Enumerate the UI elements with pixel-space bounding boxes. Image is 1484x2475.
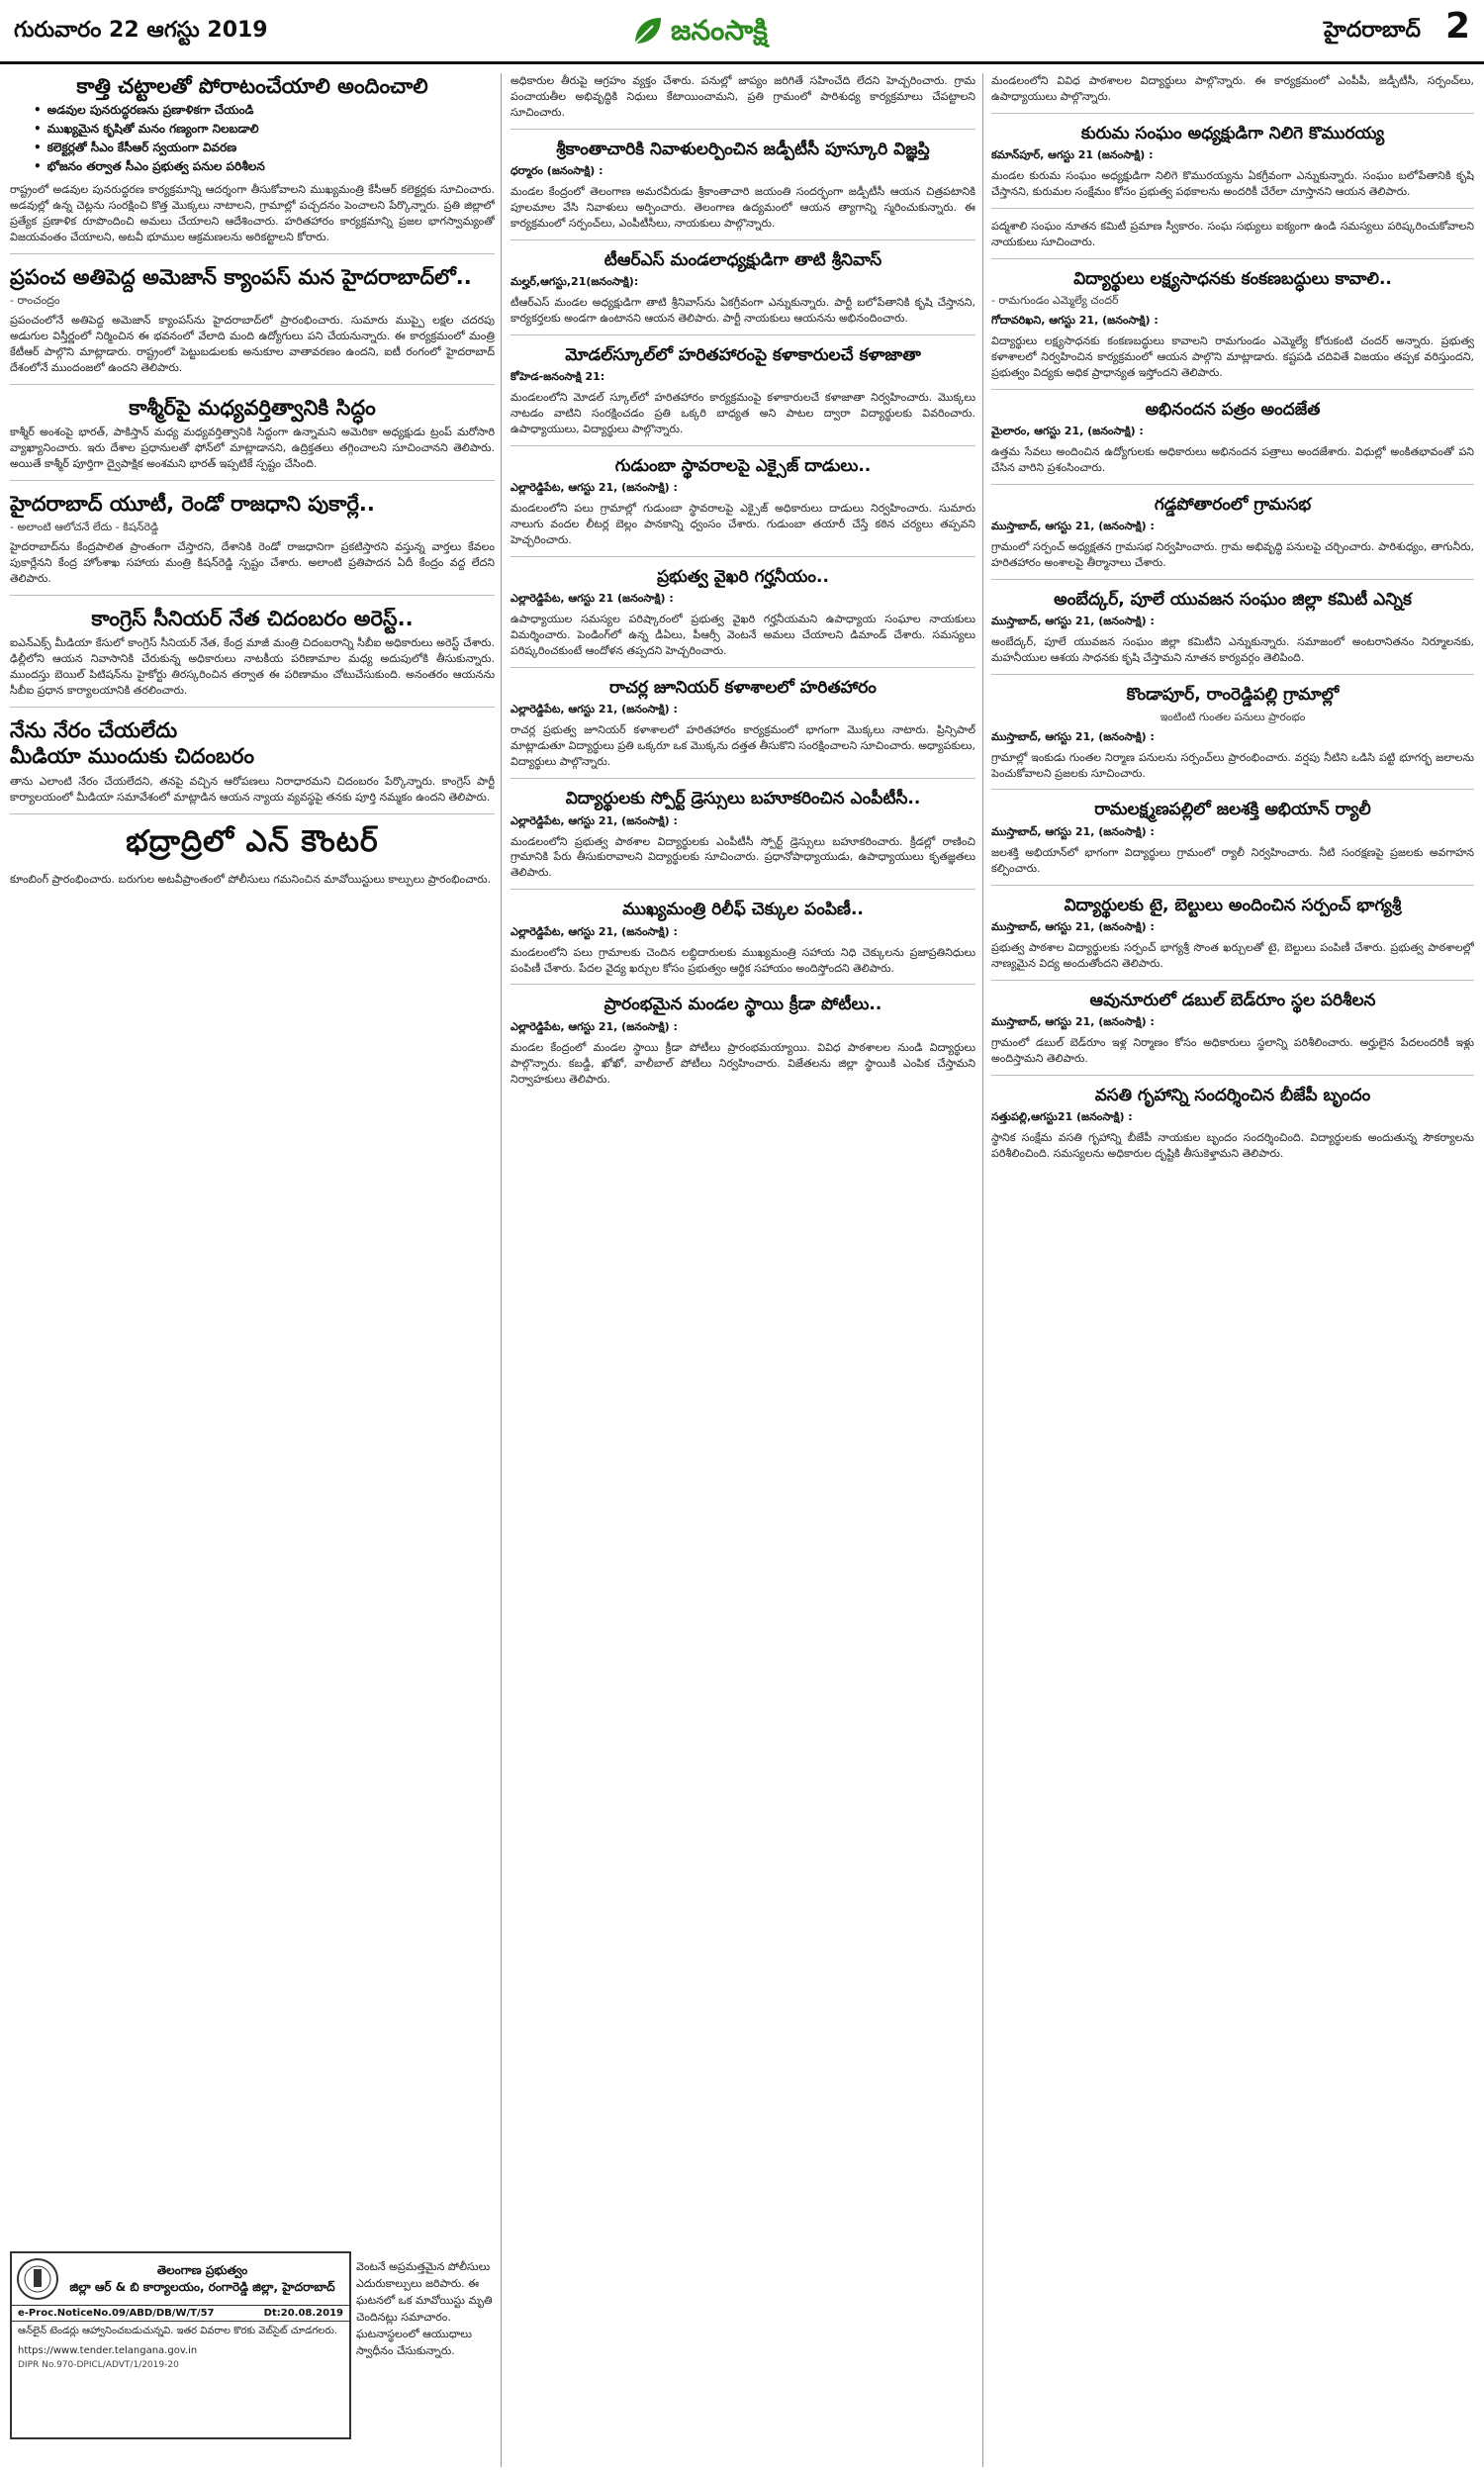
column-2 — [510, 73, 975, 2467]
article-headline: విద్యార్థులకు టై, బెల్టులు అందించిన సర్పంచ్ భాగ్యశ్రీ — [1064, 895, 1402, 915]
tender-notice-ad — [10, 2251, 351, 2439]
article-dateline: ముస్తాబాద్, ఆగస్టు 21, (జనంసాక్షి) : — [991, 824, 1155, 838]
article-headline: విద్యార్థులు లక్ష్యసాధనకు కంకణబద్ధులు కావాలి.. — [1073, 268, 1392, 289]
article-body: స్థానిక సంక్షేమ వసతి గృహాన్ని బీజేపీ నాయకుల బృందం సందర్శించింది. విద్యార్థులకు అందుతున్న సౌకర్యాలను పరిశీలించింది. సమస్యలను అధికారుల దృష్టికి తీసుకెళ్తామని తెలిపారు. — [991, 1131, 1474, 1160]
article-body: గ్రామంలో డబుల్ బెడ్‌రూం ఇళ్ల నిర్మాణం కోసం అధికారులు స్థలాన్ని పరిశీలించారు. అర్హులైన పేదలందరికీ ఇళ్లు అందిస్తామని తెలిపారు. — [991, 1035, 1474, 1065]
column-divider — [982, 73, 983, 2467]
article-body: విద్యార్థులు లక్ష్యసాధనకు కంకణబద్ధులు కావాలని రామగుండం ఎమ్మెల్యే కోరుకంటి చందర్ అన్నారు. ప్రభుత్వ కళాశాలలో నిర్వహించిన కార్యక్రమంలో ఆయన పాల్గొని మాట్లాడారు. కష్టపడి చదివితే విజయం తప్పక వరిస్తుందని, ప్రభుత్వం విద్యకు అధిక ప్రాధాన్యత ఇస్తోందని తెలిపారు. — [991, 334, 1474, 379]
tender-notice-strip — [12, 2306, 349, 2322]
logo-text: జనంసాక్షి — [671, 14, 768, 47]
article-dateline: ముస్తాబాద్, ఆగస్టు 21, (జనంసాక్షి) : — [991, 729, 1155, 743]
article-body: అధికారుల తీరుపై ఆగ్రహం వ్యక్తం చేశారు. పనుల్లో జాప్యం జరిగితే సహించేది లేదని హెచ్చరించారు. గ్రామ పంచాయతీల అభివృద్ధికి నిధులు కేటాయించామని, ప్రతి గ్రామంలో పారిశుధ్య కార్యక్రమాలు చేపట్టాలని సూచించారు. — [510, 74, 975, 119]
article-headline: కొండాపూర్, రాంరెడ్డిపల్లి గ్రామాల్లో — [1126, 685, 1340, 706]
article-dateline: కోహెడ-జనంసాక్షి 21: — [510, 370, 605, 384]
article-dateline: గోదావరిఖని, ఆగస్టు 21, (జనంసాక్షి) : — [991, 314, 1159, 328]
article-body: గ్రామాల్లో ఇంకుడు గుంతల నిర్మాణ పనులను సర్పంచ్‌లు ప్రారంభించారు. వర్షపు నీటిని ఒడిసి పట్టి భూగర్భ జలాలను పెంచుకోవాలని ప్రజలకు సూచించారు. — [991, 750, 1474, 780]
highlight-item: • భోజనం తర్వాత సీఎం ప్రభుత్వ పనుల పరిశీలన — [34, 159, 495, 176]
article-headline: ముఖ్యమంత్రి రిలీఫ్ చెక్కుల పంపిణీ.. — [622, 900, 864, 920]
article-dateline: ముస్తాబాద్, ఆగస్టు 21, (జనంసాక్షి) : — [991, 1014, 1155, 1028]
article-body: పద్మశాలి సంఘం నూతన కమిటీ ప్రమాణ స్వీకారం. సంఘ సభ్యులు ఐక్యంగా ఉండి సమస్యలు పరిష్కరించుకోవాలని నాయకులు సూచించారు. — [991, 220, 1474, 248]
tender-title-line: జిల్లా ఆర్ & బి కార్యాలయం, రంగారెడ్డి జిల్లా, హైదరాబాద్ — [69, 2280, 335, 2294]
article-chidambaram-arrest — [10, 606, 495, 708]
article-dateline: మైలారం, ఆగస్టు 21, (జనంసాక్షి) : — [991, 425, 1144, 438]
article-body: మండలంలోని పలు గ్రామాల్లో గుడుంబా స్థావరాలపై ఎక్సైజ్ అధికారులు దాడులు నిర్వహించారు. సుమారు నాలుగు వందల లీటర్ల బెల్లం పానకాన్ని ధ్వంసం చేశారు. గుడుంబా తయారీ చేస్తే కఠిన చర్యలు తప్పవని హెచ్చరించారు. — [510, 502, 975, 547]
encounter-continuation: వెంటనే అప్రమత్తమైన పోలీసులు ఎదురుకాల్పులు జరిపారు. ఈ ఘటనలో ఒక మావోయిస్టు మృతి చెందినట్లు సమాచారం. ఘటనాస్థలంలో ఆయుధాలు స్వాధీనం చేసుకున్నారు. — [356, 2260, 493, 2358]
tender-title-line: తెలంగాణ ప్రభుత్వం — [156, 2263, 248, 2278]
article-body: హైదరాబాద్‌ను కేంద్రపాలిత ప్రాంతంగా చేస్తారని, దేశానికి రెండో రాజధానిగా ప్రకటిస్తారని వస్తున్న వార్తలు కేవలం పుకార్లేనని కేంద్ర హోంశాఖ సహాయ మంత్రి కిషన్‌రెడ్డి స్పష్టం చేశారు. అలాంటి ప్రతిపాదన ఏదీ కేంద్రం వద్ద లేదని తెలిపారు. — [10, 540, 495, 586]
highlight-item: • కలెక్టర్లతో సీఎం కేసీఆర్ స్వయంగా వివరణ — [34, 141, 495, 157]
article-headline: విద్యార్థులకు స్పోర్ట్ డ్రెస్సులు బహూకరించిన ఎంపీటీసీ.. — [565, 789, 921, 809]
article-headline: మోడల్‌స్కూల్‌లో హరితహారంపై కళాకారులచే కళాజాతా — [565, 345, 921, 365]
article-body: గ్రామంలో సర్పంచ్ అధ్యక్షతన గ్రామసభ నిర్వహించారు. గ్రామ అభివృద్ధి పనులపై చర్చించారు. పారిశుధ్యం, తాగునీరు, హరితహారం అంశాలపై తీర్మానాలు చేశారు. — [991, 540, 1474, 570]
article-appreciation — [991, 400, 1474, 485]
article-byline: - రామగుండం ఎమ్మెల్యే చందర్ — [991, 294, 1119, 308]
article-body: ప్రపంచంలోనే అతిపెద్ద అమెజాన్ క్యాంపస్‌ను హైదరాబాద్‌లో ప్రారంభించారు. సుమారు ముప్పై లక్షల చదరపు అడుగుల విస్తీర్ణంలో నిర్మించిన ఈ భవనంలో వేలాది మంది ఉద్యోగులు పని చేయనున్నారు. ఈ కార్యక్రమంలో మంత్రి కేటీఆర్ పాల్గొని మాట్లాడారు. రాష్ట్రంలో పెట్టుబడులకు అనుకూల వాతావరణం ఉందని, ఐటీ రంగంలో హైదరాబాద్ దేశంలోనే ముందంజలో ఉందని తెలిపారు. — [10, 314, 495, 375]
article-sports-dress — [510, 789, 975, 890]
article-body: ఉత్తమ సేవలు అందించిన ఉద్యోగులకు అధికారులు అభినందన పత్రాలు అందజేశారు. విధుల్లో అంకితభావంతో పని చేసిన వారిని ప్రశంసించారు. — [991, 445, 1474, 475]
article-cm-relief — [510, 900, 975, 985]
article-headline: కాశ్మీర్‌పై మధ్యవర్తిత్వానికి సిద్ధం — [129, 396, 376, 420]
article-junior-college — [510, 678, 975, 779]
article-dateline: ఎల్లారెడ్డిపేట, ఆగస్టు 21, (జనంసాక్షి) : — [510, 703, 678, 716]
article-gramasabha — [991, 495, 1474, 580]
article-dateline: ఎల్లారెడ్డిపేట, ఆగస్టు 21, (జనంసాక్షి) : — [510, 1019, 678, 1033]
article-headline: రాచర్ల జూనియర్ కళాశాలలో హరితహారం — [609, 678, 877, 699]
article-tie-belts — [991, 896, 1474, 981]
article-body: మండల కేంద్రంలో మండల స్థాయి క్రీడా పోటీలు ప్రారంభమయ్యాయి. వివిధ పాఠశాలల నుండి విద్యార్థులు పాల్గొన్నారు. కబడ్డీ, ఖోఖో, వాలీబాల్ పోటీలు నిర్వహించారు. విజేతలను జిల్లా స్థాయికి ఎంపిక చేస్తామని నిర్వాహకులు తెలిపారు. — [510, 1040, 975, 1086]
article-chidambaram-media — [10, 717, 495, 813]
government-emblem-icon — [16, 2257, 59, 2301]
article-headline: వసతి గృహాన్ని సందర్శించిన బీజేపీ బృందం — [1094, 1085, 1371, 1105]
tender-date: Dt:20.08.2019 — [263, 2308, 343, 2319]
article-body: కూంబింగ్ ప్రారంభించారు. బరుగుల అటవీప్రాంతంలో పోలీసులు గమనించిన మావోయిస్టులు కాల్పులు ప్రారంభించారు. — [10, 872, 492, 886]
article-dateline: ముస్తాబాద్, ఆగస్టు 21, (జనంసాక్షి) : — [991, 520, 1155, 533]
column-1 — [10, 73, 495, 2467]
article-body: రాష్ట్రంలో అడవుల పునరుద్ధరణ కార్యక్రమాన్ని ఆదర్శంగా తీసుకోవాలని ముఖ్యమంత్రి కేసీఆర్ కలెక్టర్లకు సూచించారు. అడవుల్లో ఉన్న చెట్లను సంరక్షించి కొత్త మొక్కలు నాటాలని, గ్రామాల్లో పచ్చదనం పెంచాలని పేర్కొన్నారు. ప్రతి జిల్లాలో ప్రత్యేక ప్రణాళిక రూపొందించి అమలు చేయాలని ఆదేశించారు. హరితహారం కార్యక్రమాన్ని ప్రజల భాగస్వామ్యంతో విజయవంతం చేయాలని, అటవీ భూముల ఆక్రమణలను అరికట్టాలని కోరారు. — [10, 183, 495, 244]
article-banner-headline: భద్రాద్రిలో ఎన్ కౌంటర్ — [126, 823, 379, 859]
article-headline: శ్రీకాంతాచారికి నివాళులర్పించిన జడ్పీటీసీ పూస్కూరి విజ్ఞప్తి — [556, 139, 930, 159]
article-body: రాచర్ల ప్రభుత్వ జూనియర్ కళాశాలలో హరితహారం కార్యక్రమంలో భాగంగా మొక్కలు నాటారు. ప్రిన్సిపాల్ మాట్లాడుతూ విద్యార్థులు ప్రతి ఒక్కరూ ఒక మొక్కను దత్తత తీసుకొని సంరక్షించాలని సూచించారు. అధ్యాపకులు, విద్యార్థులు పాల్గొన్నారు. — [510, 723, 975, 769]
article-headline: నేను నేరం చేయలేదు మీడియా ముందుకు చిదంబరం — [10, 718, 254, 769]
article-headline: ప్రారంభమైన మండల స్థాయి క్రీడా పోటీలు.. — [603, 995, 882, 1015]
article-headline: కాత్తి చట్టాలతో పోరాటంచేయాలి అందించాలి — [76, 74, 428, 98]
article-headline: ప్రపంచ అతిపెద్ద అమెజాన్ క్యాంపస్ మన హైదరాబాద్‌లో.. — [10, 265, 472, 289]
article-subheadline: ఇంటింటి గుంతల పనులు ప్రారంభం — [1159, 710, 1306, 723]
tender-title — [59, 2262, 345, 2296]
column-3 — [991, 73, 1474, 2467]
article-headline: కాంగ్రెస్ సీనియర్ నేత చిదంబరం అరెస్ట్.. — [91, 607, 414, 631]
edition-city: హైదరాబాద్ — [1324, 18, 1421, 43]
article-headline: అభినందన పత్రం అందజేత — [1145, 399, 1321, 420]
article-body: మండలంలోని వివిధ పాఠశాలల విద్యార్థులు పాల్గొన్నారు. ఈ కార్యక్రమంలో ఎంపీపీ, జడ్పీటీసీ, సర్పంచ్‌లు, ఉపాధ్యాయులు పాల్గొన్నారు. — [991, 74, 1474, 103]
tender-body: ఆన్‌లైన్ టెండర్లు ఆహ్వానించబడుచున్నవి. ఇతర వివరాల కొరకు వెబ్‌సైట్ చూడగలరు. — [18, 2326, 337, 2336]
article-headline: గడ్డపోతారంలో గ్రామసభ — [1154, 495, 1312, 516]
article-srikanthachari — [510, 140, 975, 240]
article-byline: - అలాంటి ఆలోచనే లేదు - కిషన్‌రెడ్డి — [10, 521, 159, 534]
masthead — [0, 0, 1484, 64]
article-body: ప్రభుత్వ పాఠశాల విద్యార్థులకు సర్పంచ్ భాగ్యశ్రీ సొంత ఖర్చులతో టై, బెల్టులు పంపిణీ చేశారు. ప్రభుత్వ పాఠశాలల్లో నాణ్యమైన విద్య అందుతోందని తెలిపారు. — [991, 940, 1474, 970]
article-kashmir — [10, 395, 495, 481]
article-headline: ఆవునూరులో డబుల్ బెడ్‌రూం స్థల పరిశీలన — [1089, 990, 1376, 1010]
article-dateline: మల్హర్,ఆగస్టు,21(జనంసాక్షి): — [510, 275, 639, 289]
article-dateline: ఎల్లారెడ్డిపేట, ఆగస్టు 21 (జనంసాక్షి) : — [510, 592, 674, 606]
article-dateline: ముస్తాబాద్, ఆగస్టు 21, (జనంసాక్షి) : — [991, 919, 1155, 933]
article-headline: రామలక్ష్మణపల్లిలో జలశక్తి అభియాన్ ర్యాలీ — [1094, 800, 1371, 820]
article-kuruma-sangham — [991, 124, 1474, 209]
article-headline: గుడుంబా స్థావరాలపై ఎక్సైజ్ దాడులు.. — [614, 456, 872, 477]
article-body: జలశక్తి అభియాన్‌లో భాగంగా విద్యార్థులు గ్రామంలో ర్యాలీ నిర్వహించారు. నీటి సంరక్షణపై ప్రజలకు అవగాహన కల్పించారు. — [991, 845, 1474, 875]
article-jalashakti-rally — [991, 800, 1474, 885]
article-students-goal — [991, 269, 1474, 390]
article-body: మండలంలోని మోడల్ స్కూల్‌లో హరితహారం కార్యక్రమంపై కళాకారులచే కళాజాతా నిర్వహించారు. మొక్కలు నాటడం వాటిని సంరక్షించడం ప్రతి ఒక్కరి బాధ్యత అని పాటల ద్వారా విద్యార్థులకు వివరించారు. ఉపాధ్యాయులు, విద్యార్థులు పాల్గొన్నారు. — [510, 391, 975, 436]
tender-footer: DIPR No.970-DPICL/ADVT/1/2019-20 — [18, 2360, 179, 2370]
article-amazon-campus — [10, 264, 495, 385]
newspaper-logo — [631, 10, 849, 51]
article-excise-raids — [510, 456, 975, 557]
article-dateline: సత్తుపల్లి,ఆగస్టు21 (జనంసాక్షి) : — [991, 1110, 1133, 1124]
highlight-item: • ముఖ్యమైన కృషితో మనం గణ్యంగా నిలబడాలి — [34, 122, 495, 139]
article-headline: టీఆర్ఎస్ మండలాధ్యక్షుడిగా తాటి శ్రీనివాస్ — [603, 249, 882, 270]
issue-date: గురువారం 22 ఆగస్టు 2019 — [14, 18, 268, 43]
article-highlights — [34, 103, 495, 176]
article-headline: కురుమ సంఘం అధ్యక్షుడిగా నిలిగె కొమురయ్య — [1080, 123, 1385, 143]
leaf-logo-icon — [631, 14, 665, 48]
tender-header — [12, 2253, 349, 2306]
article-byline: - రాంచంద్రం — [10, 294, 60, 308]
article-double-bedroom — [991, 991, 1474, 1076]
article-body: మండల కేంద్రంలో తెలంగాణ అమరవీరుడు శ్రీకాంతాచారి జయంతి సందర్భంగా జడ్పీటీసీ ఆయన చిత్రపటానికి పూలమాల వేసి నివాళులు అర్పించారు. తెలంగాణ ఉద్యమంలో ఆయన త్యాగాన్ని స్మరించుకున్నారు. ఈ కార్యక్రమంలో సర్పంచ్‌లు, ఎంపీటీసీలు, నాయకులు పాల్గొన్నారు. — [510, 185, 975, 230]
article-body: అంబేద్కర్, పూలే యువజన సంఘం జిల్లా కమిటీని ఎన్నుకున్నారు. సమాజంలో అంటరానితనం నిర్మూలనకు, మహనీయుల ఆశయ సాధనకు కృషి చేస్తామని నూతన కార్యవర్గం తెలిపింది. — [991, 635, 1474, 665]
article-body: మండలంలోని ప్రభుత్వ పాఠశాల విద్యార్థులకు ఎంపీటీసీ స్పోర్ట్ డ్రెస్సులు బహూకరించారు. క్రీడల్లో రాణించి గ్రామానికి పేరు తీసుకురావాలని విద్యార్థులకు సూచించారు. ప్రధానోపాధ్యాయుడు, ఉపాధ్యాయులు కృతజ్ఞతలు తెలిపారు. — [510, 834, 975, 880]
article-dateline: ఎల్లారెడ్డిపేట, ఆగస్టు 21, (జనంసాక్షి) : — [510, 813, 678, 827]
article-dateline: ఎల్లారెడ్డిపేట, ఆగస్టు 21, (జనంసాక్షి) : — [510, 481, 678, 495]
article-ambedkar-phule — [991, 590, 1474, 675]
article-bjp-hostel — [991, 1086, 1474, 1170]
article-dateline: కమాన్‌పూర్, ఆగస్టు 21 (జనంసాక్షి) : — [991, 148, 1154, 162]
column-divider — [501, 73, 502, 2467]
article-hyderabad-ut — [10, 491, 495, 596]
article-body: మండల కురుమ సంఘం అధ్యక్షుడిగా నిలిగె కొమురయ్యను ఏకగ్రీవంగా ఎన్నుకున్నారు. సంఘం బలోపేతానికి కృషి చేస్తానని, కురుమల సంక్షేమం కోసం ప్రభుత్వ పథకాలను అందరికీ చేరేలా చూస్తానని ఆయన తెలిపారు. — [991, 169, 1474, 199]
article-continuation — [510, 73, 975, 130]
article-body: తాను ఎలాంటి నేరం చేయలేదని, తనపై వచ్చిన ఆరోపణలు నిరాధారమని చిదంబరం పేర్కొన్నారు. కాంగ్రెస్ పార్టీ కార్యాలయంలో మీడియా సమావేశంలో మాట్లాడిన ఆయన న్యాయ వ్యవస్థపై తనకు పూర్తి నమ్మకం ఉందని తెలిపారు. — [10, 774, 495, 804]
article-forest-restoration — [10, 73, 495, 254]
page-number: 2 — [1444, 6, 1470, 47]
article-model-school — [510, 345, 975, 446]
tender-website-link[interactable]: https://www.tender.telangana.gov.in — [18, 2344, 198, 2356]
article-body: టీఆర్ఎస్ మండల అధ్యక్షుడిగా తాటి శ్రీనివాస్‌ను ఏకగ్రీవంగా ఎన్నుకున్నారు. పార్టీ బలోపేతానికి కృషి చేస్తానని, కార్యకర్తలకు అండగా ఉంటానని ఆయన తెలిపారు. పార్టీ నాయకులు ఆయనను అభినందించారు. — [510, 296, 975, 326]
article-body: మండలంలోని పలు గ్రామాలకు చెందిన లబ్ధిదారులకు ముఖ్యమంత్రి సహాయ నిధి చెక్కులను ప్రజాప్రతినిధులు పంపిణీ చేశారు. పేదల వైద్య ఖర్చుల కోసం ప్రభుత్వం ఆర్థిక సహాయం అందిస్తోందని తెలిపారు. — [510, 945, 975, 975]
article-headline: అంబేద్కర్, పూలే యువజన సంఘం జిల్లా కమిటీ ఎన్నిక — [1054, 590, 1412, 611]
tender-notice-number: e-Proc.NoticeNo.09/ABD/DB/W/T/57 — [18, 2308, 215, 2319]
article-body: ఉపాధ్యాయుల సమస్యల పరిష్కారంలో ప్రభుత్వ వైఖరి గర్హనీయమని ఉపాధ్యాయ సంఘాల నాయకులు విమర్శించారు. పెండింగ్‌లో ఉన్న డీఏలు, పీఆర్సీ వెంటనే అమలు చేయాలని డిమాండ్ చేశారు. సమస్యలు పరిష్కరించకుంటే ఆందోళన తప్పదని హెచ్చరించారు. — [510, 613, 975, 658]
article-body: కాశ్మీర్ అంశంపై భారత్, పాకిస్తాన్ మధ్య మధ్యవర్తిత్వానికి సిద్ధంగా ఉన్నామని అమెరికా అధ్యక్షుడు ట్రంప్ మరోసారి వ్యాఖ్యానించారు. ఇరు దేశాల ప్రధానులతో ఫోన్‌లో మాట్లాడానని, ఉద్రిక్తతలు తగ్గించాలని సూచించానని తెలిపారు. అయితే కాశ్మీర్ పూర్తిగా ద్వైపాక్షిక అంశమని భారత్ ఇప్పటికే స్పష్టం చేసింది. — [10, 426, 495, 471]
article-govt-attitude — [510, 567, 975, 668]
article-padmashali — [991, 219, 1474, 259]
article-dateline: ముస్తాబాద్, ఆగస్టు 21, (జనంసాక్షి) : — [991, 615, 1155, 628]
article-trs-president — [510, 250, 975, 335]
article-headline: ప్రభుత్వ వైఖరి గర్హనీయం.. — [657, 567, 829, 588]
article-continuation — [991, 73, 1474, 114]
article-dateline: ధర్మారం (జనంసాక్షి) : — [510, 164, 603, 178]
article-headline: హైదరాబాద్ యూటీ, రెండో రాజధాని పుకార్లే.. — [10, 492, 375, 517]
article-dateline: ఎల్లారెడ్డిపేట, ఆగస్టు 21, (జనంసాక్షి) : — [510, 924, 678, 938]
article-encounter — [10, 824, 495, 896]
article-sports-meet — [510, 995, 975, 1095]
article-body: ఐఎన్ఎక్స్ మీడియా కేసులో కాంగ్రెస్ సీనియర్ నేత, కేంద్ర మాజీ మంత్రి చిదంబరాన్ని సీబీఐ అధికారులు అరెస్ట్ చేశారు. ఢిల్లీలోని ఆయన నివాసానికి చేరుకున్న అధికారులు నాటకీయ పరిణామాల మధ్య అదుపులోకి తీసుకున్నారు. ముందస్తు బెయిల్ పిటిషన్‌ను హైకోర్టు తిరస్కరించిన తర్వాత ఈ పరిణామం చోటుచేసుకుంది. అనంతరం ఆయనను సీబీఐ ప్రధాన కార్యాలయానికి తరలించారు. — [10, 636, 495, 698]
article-soak-pits — [991, 685, 1474, 790]
highlight-item: • అడవుల పునరుద్ధరణను ప్రణాళికగా చేయండి — [34, 103, 495, 120]
